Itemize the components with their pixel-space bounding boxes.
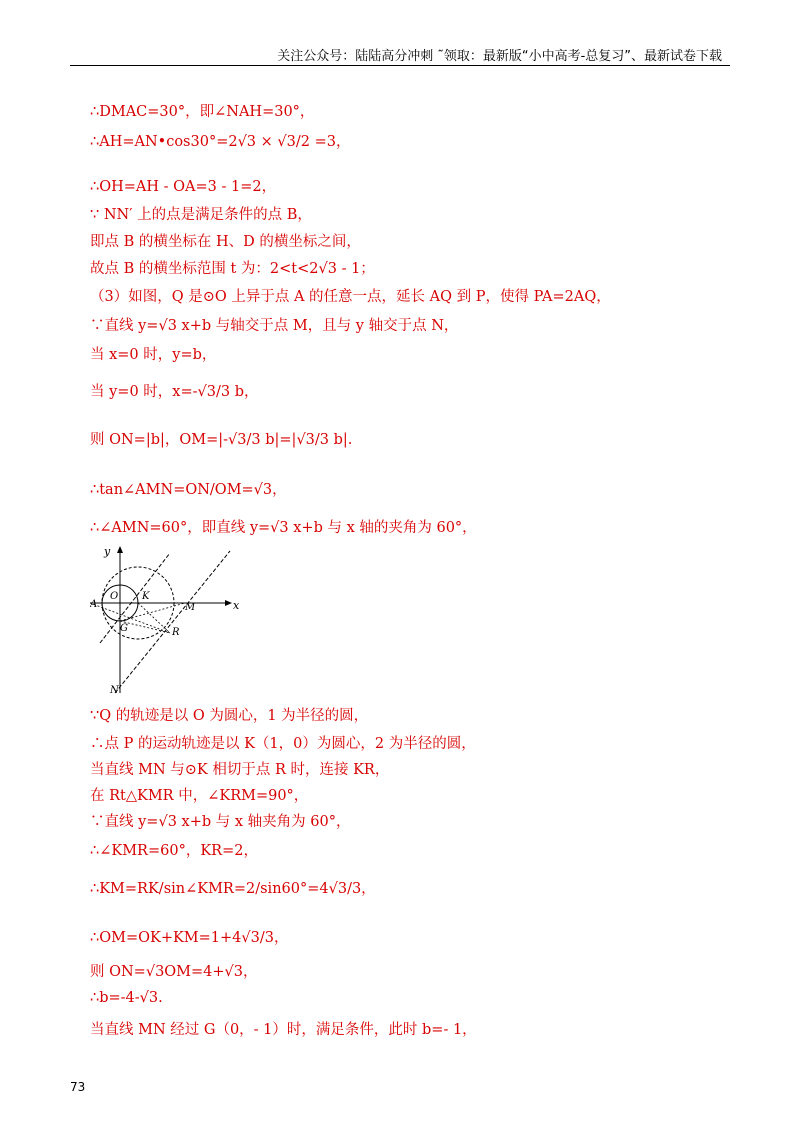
label-m: M <box>185 602 196 613</box>
solution-line: 当直线 MN 与⊙K 相切于点 R 时，连接 KR， <box>90 762 390 778</box>
solution-line: ∴b=-4-√3. <box>90 990 163 1006</box>
solution-line: ∵ NN′ 上的点是满足条件的点 B， <box>90 207 312 223</box>
solution-line: 当直线 MN 经过 G（0，- 1）时，满足条件，此时 b=- 1， <box>90 1022 477 1038</box>
solution-line: 当 x=0 时，y=b， <box>90 347 217 363</box>
solution-line: 故点 B 的横坐标范围 t 为：2<t<2√3 - 1； <box>90 261 375 277</box>
label-g: G <box>120 623 128 634</box>
header-text: 关注公众号：陆陆高分冲刺 ˜领取：最新版“小中高考-总复习”、最新试卷下载 <box>277 49 722 64</box>
label-o: O <box>110 591 119 602</box>
solution-line: ∴OH=AH - OA=3 - 1=2， <box>90 179 277 195</box>
solution-line: ∴点 P 的运动轨迹是以 K（1，0）为圆心，2 为半径的圆， <box>90 736 476 752</box>
solution-line: 当 y=0 时，x=-√3/3 b， <box>90 384 259 400</box>
label-a: A <box>90 599 98 610</box>
solution-line: ∴OM=OK+KM=1+4√3/3， <box>90 930 289 946</box>
solution-line: 即点 B 的横坐标在 H、D 的横坐标之间， <box>90 234 361 250</box>
label-x: x <box>233 599 240 612</box>
label-n: N <box>110 685 119 696</box>
solution-line: （3）如图，Q 是⊙O 上异于点 A 的任意一点，延长 AQ 到 P，使得 PA=2AQ， <box>90 289 611 305</box>
solution-line: ∴KM=RK/sin∠KMR=2/sin60°=4√3/3， <box>90 881 376 897</box>
solution-line: ∴∠AMN=60°，即直线 y=√3 x+b 与 x 轴的夹角为 60°， <box>90 520 477 536</box>
solution-line: ∵直线 y=√3 x+b 与 x 轴夹角为 60°， <box>90 814 351 830</box>
solution-line: ∵Q 的轨迹是以 O 为圆心，1 为半径的圆， <box>90 708 369 724</box>
solution-line: ∵直线 y=√3 x+b 与轴交于点 M，且与 y 轴交于点 N， <box>90 318 459 334</box>
solution-line: ∴∠KMR=60°，KR=2， <box>90 843 258 859</box>
label-y: y <box>104 545 111 558</box>
label-k: K <box>142 591 150 602</box>
solution-line: ∴tan∠AMN=ON/OM=√3， <box>90 482 287 498</box>
solution-line: 在 Rt△KMR 中，∠KRM=90°， <box>90 788 309 804</box>
solution-line: 则 ON=|b|，OM=|-√3/3 b|=|√3/3 b|. <box>90 432 353 448</box>
label-r: R <box>172 627 180 638</box>
solution-line: ∴AH=AN•cos30°=2√3 × √3/2 =3， <box>90 134 351 150</box>
header-rule <box>70 65 730 66</box>
solution-line: 则 ON=√3OM=4+√3， <box>90 964 258 980</box>
page-number: 73 <box>70 1080 86 1094</box>
solution-line: ∴DMAC=30°，即∠NAH=30°， <box>90 104 315 120</box>
geometry-diagram <box>90 543 250 703</box>
